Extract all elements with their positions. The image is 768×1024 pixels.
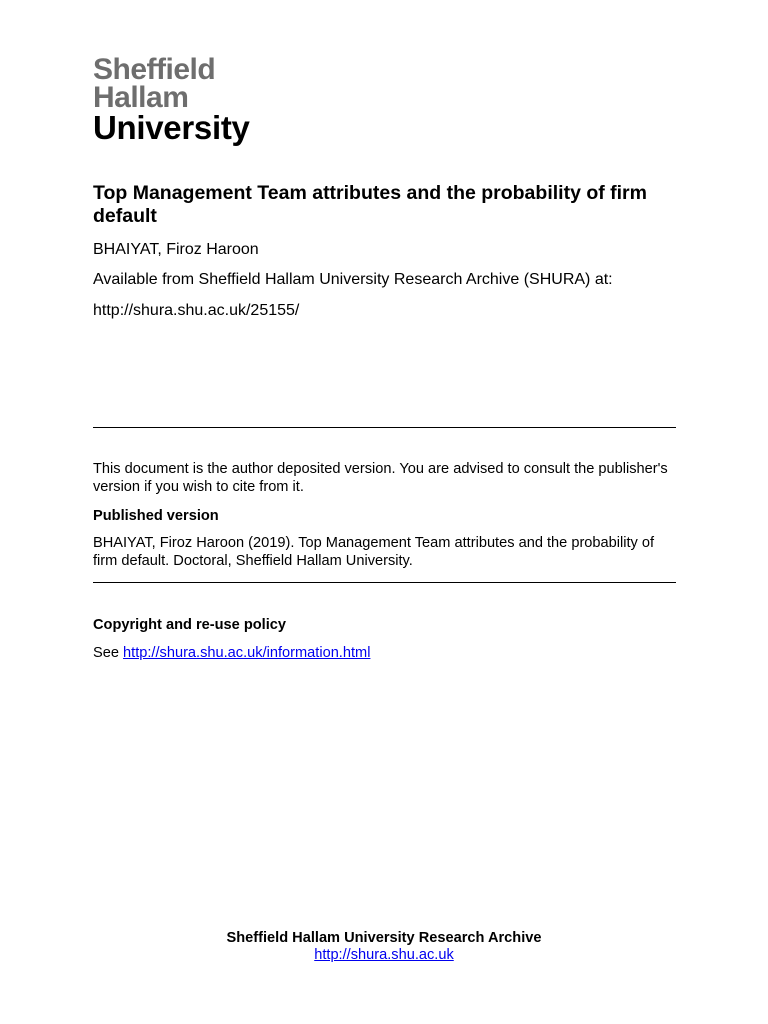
information-policy-link[interactable]: http://shura.shu.ac.uk/information.html (123, 645, 371, 661)
copyright-policy-line (93, 645, 676, 663)
document-url: http://shura.shu.ac.uk/25155/ (93, 302, 300, 319)
footer (0, 930, 768, 964)
logo-line-sheffield: Sheffield (93, 53, 216, 86)
divider-top (93, 427, 676, 428)
published-version-citation: BHAIYAT, Firoz Haroon (2019). Top Management Team attributes and the probability of firm default. Doctoral, Sheffield Hallam University. (93, 535, 655, 569)
see-label: See (93, 645, 119, 661)
university-logo (93, 53, 293, 146)
deposit-notice: This document is the author deposited version. You are advised to consult the publisher's version if you wish to cite from it. (93, 461, 668, 495)
document-title: Top Management Team attributes and the probability of firm default (93, 182, 647, 227)
logo-line-university: University (93, 109, 250, 146)
published-version-heading: Published version (93, 508, 219, 524)
divider-bottom (93, 582, 676, 583)
logo-line-hallam: Hallam (93, 81, 189, 114)
document-author: BHAIYAT, Firoz Haroon (93, 241, 259, 258)
availability-statement: Available from Sheffield Hallam University Research Archive (SHURA) at: (93, 271, 613, 288)
copyright-heading: Copyright and re-use policy (93, 617, 286, 633)
footer-archive-link[interactable]: http://shura.shu.ac.uk (314, 947, 454, 963)
footer-archive-title: Sheffield Hallam University Research Archive (226, 930, 542, 946)
